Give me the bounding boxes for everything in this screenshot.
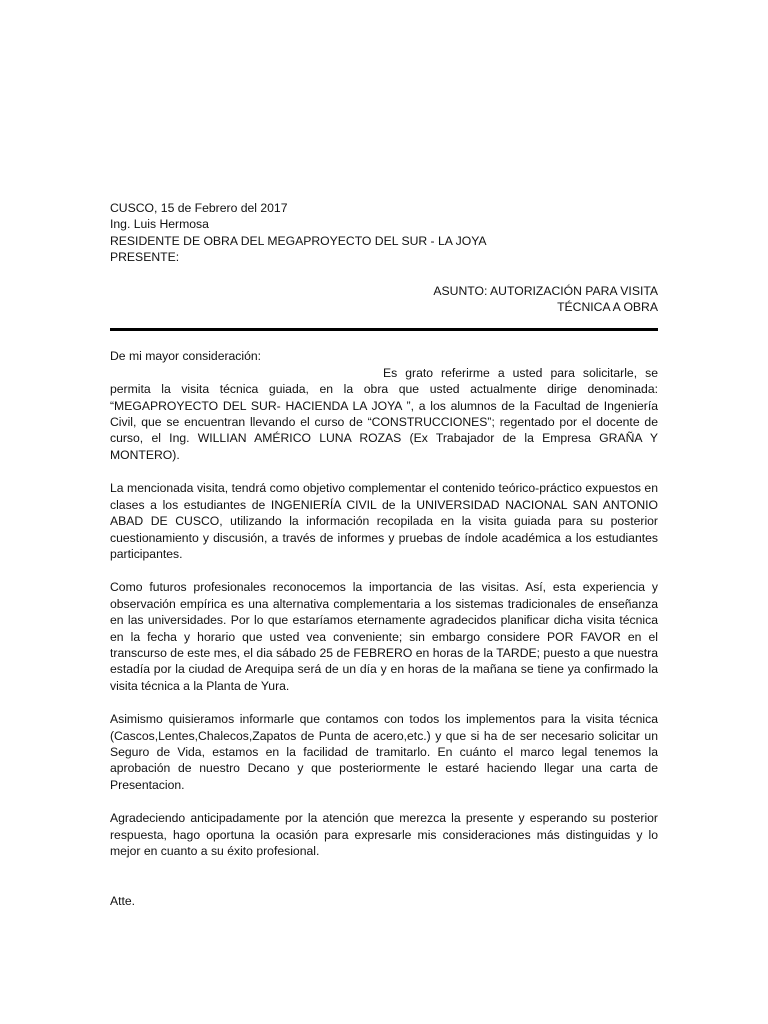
paragraph-closing: Agradeciendo anticipadamente por la atención que merezca la presente y esperando su posterior respuesta, hago oportuna la ocasión para expresarle mis consideraciones más distinguidas y lo mejor en cuanto a su éxito profesional. (110, 811, 658, 858)
paragraph-schedule: Como futuros profesionales reconocemos la importancia de las visitas. Así, esta experiencia y observación empírica es una alternativa complementaria a los sistemas tradicionales de enseñanza en las universidades. Por lo que estaríamos eternamente agradecidos planificar dicha visita técnica en la fecha y horario que usted vea conveniente; sin embargo considere POR FAVOR en el transcurso de este mes, el dia sábado 25 de FEBRERO en horas de la TARDE; puesto a que nuestra estadía por la ciudad de Arequipa será de un día y en horas de la mañana se tiene ya confirmado la visita técnica a la Planta de Yura. (110, 580, 658, 693)
recipient-name: Ing. Luis Hermosa (110, 217, 209, 232)
subject-line-2: TÉCNICA A OBRA (557, 300, 658, 315)
paragraph-request: Es grato referirme a usted para solicitarle, se permita la visita técnica guiada, en la obra que usted actualmente dirige denominada: “MEGAPROYECTO DEL SUR- HACIENDA LA JOYA ”, a los alumnos de la Facultad de Ingeniería Civil, que se encuentran llevando el curso de “CONSTRUCCIONES”; regentado por el docente de curso, el Ing. WILLIAN AMÉRICO LUNA ROZAS (Ex Trabajador de la Empresa GRAÑA Y MONTERO). (110, 365, 658, 462)
recipient-position: RESIDENTE DE OBRA DEL MEGAPROYECTO DEL SUR - LA JOYA (110, 233, 487, 248)
letter-body (110, 200, 658, 910)
place-date: CUSCO, 15 de Febrero del 2017 (110, 201, 288, 215)
horizontal-divider (110, 328, 658, 331)
letter-header (110, 200, 658, 266)
salutation (110, 348, 658, 364)
paragraph-objective: La mencionada visita, tendrá como objetivo complementar el contenido teórico-práctico expuestos en clases a los estudiantes de INGENIERÍA CIVIL de la UNIVERSIDAD NACIONAL SAN ANTONIO ABAD DE CUSCO, utilizando la información recopilada en la visita guiada para su posterior cuestionamiento y discusión, a través de informes y pruebas de índole académica a los estudiantes participantes. (110, 481, 658, 561)
subject-line-1: ASUNTO: AUTORIZACIÓN PARA VISITA (433, 283, 658, 298)
subject-block (110, 283, 658, 316)
salutation-text: De mi mayor consideración: (110, 349, 262, 364)
closing-signoff (110, 893, 658, 909)
paragraph-equipment: Asimismo quisieramos informarle que contamos con todos los implementos para la visita técnica (Cascos,Lentes,Chalecos,Zapatos de Punta de acero,etc.) y que si ha de ser necesario solicitar un Seguro de Vida, estamos en la facilidad de tramitarlo. En cuánto el marco legal tenemos la aprobación de nuestro Decano y que posteriormente le estaré haciendo llegar una carta de Presentacion. (110, 712, 658, 792)
closing-text: Atte. (110, 894, 136, 909)
presente-label: PRESENTE: (110, 250, 180, 265)
